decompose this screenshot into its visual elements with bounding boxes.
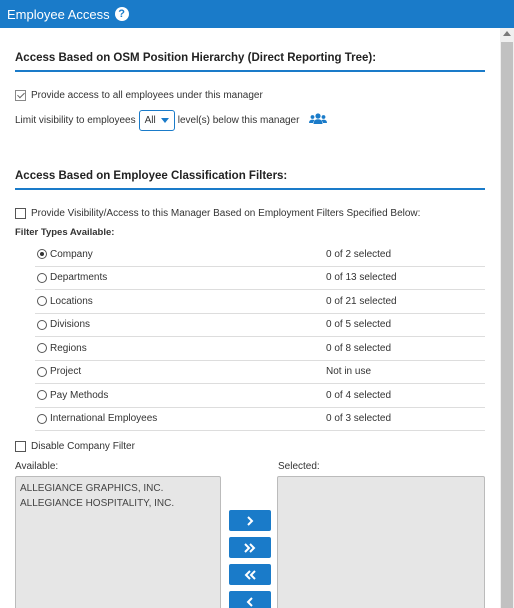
filter-name: Locations xyxy=(50,295,93,307)
filter-radio-company[interactable] xyxy=(37,249,47,259)
filter-name: International Employees xyxy=(50,413,158,425)
available-label: Available: xyxy=(15,461,59,472)
filter-count: 0 of 4 selected xyxy=(326,389,392,401)
scroll-up-arrow-icon[interactable] xyxy=(503,31,511,36)
filter-row-international-employees[interactable] xyxy=(35,408,485,432)
provide-visibility-label: Provide Visibility/Access to this Manager Based on Employment Filters Specified Below: xyxy=(31,208,421,219)
double-chevron-left-icon xyxy=(243,569,257,581)
provide-access-checkbox[interactable] xyxy=(15,90,26,101)
provide-access-row xyxy=(15,90,263,101)
filter-name: Divisions xyxy=(50,319,91,331)
filter-row-project[interactable] xyxy=(35,361,485,385)
vertical-scrollbar[interactable] xyxy=(500,28,514,608)
filter-count: 0 of 21 selected xyxy=(326,295,397,307)
filter-row-departments[interactable] xyxy=(35,267,485,291)
filter-row-divisions[interactable] xyxy=(35,314,485,338)
filter-radio-departments[interactable] xyxy=(37,273,47,283)
classification-section-title: Access Based on Employee Classification Filters: xyxy=(15,170,288,182)
filter-count: Not in use xyxy=(326,366,372,378)
filter-name: Project xyxy=(50,366,82,378)
scrollbar-thumb[interactable] xyxy=(501,42,513,608)
filter-count: 0 of 3 selected xyxy=(326,413,392,425)
filter-row-locations[interactable] xyxy=(35,290,485,314)
section-divider xyxy=(15,70,485,72)
provide-visibility-checkbox[interactable] xyxy=(15,208,26,219)
available-list-item[interactable]: ALLEGIANCE GRAPHICS, INC. xyxy=(20,483,164,494)
filter-name: Company xyxy=(50,248,93,260)
filter-row-regions[interactable] xyxy=(35,337,485,361)
filter-name: Regions xyxy=(50,342,87,354)
filter-radio-divisions[interactable] xyxy=(37,320,47,330)
chevron-left-icon xyxy=(244,596,256,608)
selected-listbox[interactable] xyxy=(277,476,485,608)
filter-radio-pay-methods[interactable] xyxy=(37,390,47,400)
filter-count: 0 of 8 selected xyxy=(326,342,392,354)
title-bar xyxy=(0,0,514,28)
main-content xyxy=(0,28,500,608)
available-listbox[interactable] xyxy=(15,476,221,608)
level-select[interactable] xyxy=(139,110,175,131)
disable-company-row xyxy=(15,441,135,452)
double-chevron-right-icon xyxy=(243,542,257,554)
limit-visibility-row xyxy=(15,110,327,131)
filter-radio-regions[interactable] xyxy=(37,343,47,353)
filter-radio-locations[interactable] xyxy=(37,296,47,306)
hierarchy-section-title: Access Based on OSM Position Hierarchy (Direct Reporting Tree): xyxy=(15,52,377,64)
move-left-button[interactable] xyxy=(229,591,271,608)
filter-types-heading: Filter Types Available: xyxy=(15,227,115,238)
filter-name: Departments xyxy=(50,272,108,284)
provide-visibility-row xyxy=(15,208,420,219)
filter-radio-project[interactable] xyxy=(37,367,47,377)
level-select-value: All xyxy=(144,115,156,126)
limit-visibility-suffix: level(s) below this manager xyxy=(177,115,300,126)
section-divider xyxy=(15,188,485,190)
filter-radio-international-employees[interactable] xyxy=(37,414,47,424)
help-icon[interactable]: ? xyxy=(115,7,129,21)
filter-row-pay-methods[interactable] xyxy=(35,384,485,408)
filter-row-company[interactable] xyxy=(35,243,485,267)
filter-name: Pay Methods xyxy=(50,389,109,401)
filter-count: 0 of 2 selected xyxy=(326,248,392,260)
filter-count: 0 of 13 selected xyxy=(326,272,397,284)
move-all-right-button[interactable] xyxy=(229,537,271,558)
filter-types-table xyxy=(35,243,485,431)
disable-company-label: Disable Company Filter xyxy=(31,441,135,452)
chevron-right-icon xyxy=(244,515,256,527)
disable-company-checkbox[interactable] xyxy=(15,441,26,452)
people-group-icon[interactable] xyxy=(309,113,327,128)
window-title: Employee Access xyxy=(7,6,110,22)
selected-label: Selected: xyxy=(278,461,320,472)
chevron-down-icon xyxy=(161,118,169,123)
filter-count: 0 of 5 selected xyxy=(326,319,392,331)
move-all-left-button[interactable] xyxy=(229,564,271,585)
available-list-item[interactable]: ALLEGIANCE HOSPITALITY, INC. xyxy=(20,498,175,509)
provide-access-label: Provide access to all employees under this manager xyxy=(31,90,263,101)
limit-visibility-prefix: Limit visibility to employees xyxy=(15,115,136,126)
move-right-button[interactable] xyxy=(229,510,271,531)
